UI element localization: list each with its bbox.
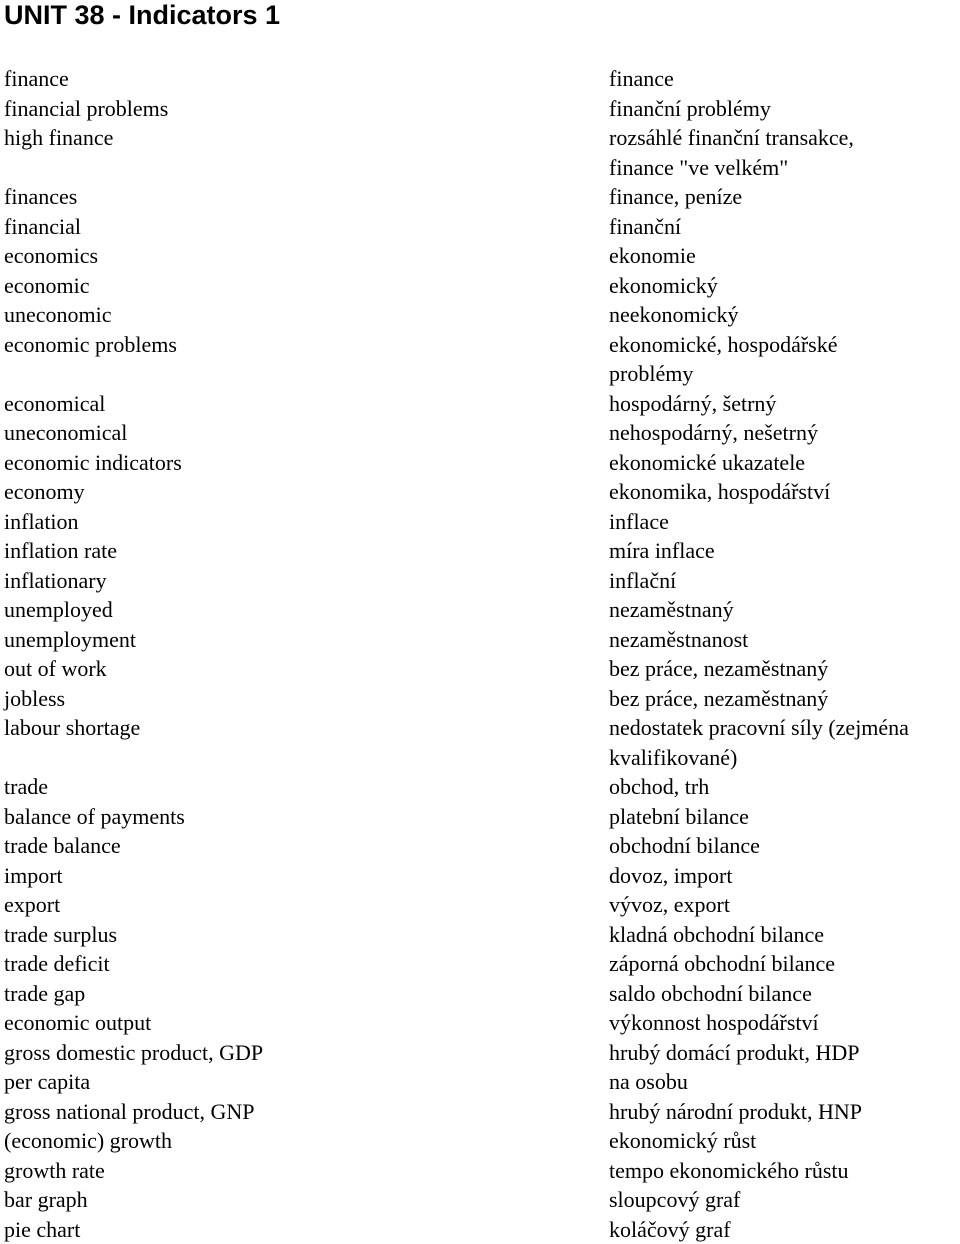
english-term: (economic) growth <box>4 1126 564 1156</box>
english-term: economical <box>4 389 564 419</box>
english-term: inflation rate <box>4 536 564 566</box>
czech-translation: nedostatek pracovní síly (zejména <box>609 713 960 743</box>
czech-translation: finanční problémy <box>609 94 960 124</box>
czech-translation: záporná obchodní bilance <box>609 949 960 979</box>
czech-translation: nezaměstnanost <box>609 625 960 655</box>
english-term: import <box>4 861 564 891</box>
english-term: unemployment <box>4 625 564 655</box>
english-term-list <box>4 64 564 1244</box>
czech-translation: obchod, trh <box>609 772 960 802</box>
english-term: trade surplus <box>4 920 564 950</box>
english-term: per capita <box>4 1067 564 1097</box>
english-term: bar graph <box>4 1185 564 1215</box>
english-term: financial problems <box>4 94 564 124</box>
english-term: trade balance <box>4 831 564 861</box>
czech-translation: kvalifikované) <box>609 743 960 773</box>
czech-translation: tempo ekonomického růstu <box>609 1156 960 1186</box>
czech-translation: na osobu <box>609 1067 960 1097</box>
english-term: economy <box>4 477 564 507</box>
english-term: financial <box>4 212 564 242</box>
czech-translation: inflace <box>609 507 960 537</box>
czech-translation: ekonomický <box>609 271 960 301</box>
czech-translation: finanční <box>609 212 960 242</box>
czech-translation: dovoz, import <box>609 861 960 891</box>
czech-translation: neekonomický <box>609 300 960 330</box>
english-term: jobless <box>4 684 564 714</box>
czech-translation: rozsáhlé finanční transakce, <box>609 123 960 153</box>
english-term: finances <box>4 182 564 212</box>
english-term: uneconomic <box>4 300 564 330</box>
czech-translation: kladná obchodní bilance <box>609 920 960 950</box>
english-term: growth rate <box>4 1156 564 1186</box>
czech-translation: saldo obchodní bilance <box>609 979 960 1009</box>
czech-translation: obchodní bilance <box>609 831 960 861</box>
english-term <box>4 153 564 183</box>
english-term: gross national product, GNP <box>4 1097 564 1127</box>
english-term: high finance <box>4 123 564 153</box>
czech-translation: výkonnost hospodářství <box>609 1008 960 1038</box>
english-term: economic problems <box>4 330 564 360</box>
english-term: economic <box>4 271 564 301</box>
czech-translation: ekonomický růst <box>609 1126 960 1156</box>
czech-translation: bez práce, nezaměstnaný <box>609 684 960 714</box>
page-title: UNIT 38 - Indicators 1 <box>4 0 280 32</box>
czech-translation: ekonomie <box>609 241 960 271</box>
english-term: export <box>4 890 564 920</box>
czech-translation: finance, peníze <box>609 182 960 212</box>
english-term: inflationary <box>4 566 564 596</box>
english-term: pie chart <box>4 1215 564 1244</box>
czech-translation: nezaměstnaný <box>609 595 960 625</box>
english-term <box>4 359 564 389</box>
english-term: finance <box>4 64 564 94</box>
english-term: trade <box>4 772 564 802</box>
czech-translation: problémy <box>609 359 960 389</box>
english-term: economic output <box>4 1008 564 1038</box>
czech-translation: hospodárný, šetrný <box>609 389 960 419</box>
czech-translation: platební bilance <box>609 802 960 832</box>
czech-translation: hrubý domácí produkt, HDP <box>609 1038 960 1068</box>
english-term: trade gap <box>4 979 564 1009</box>
english-term: economic indicators <box>4 448 564 478</box>
czech-translation: ekonomika, hospodářství <box>609 477 960 507</box>
czech-translation: hrubý národní produkt, HNP <box>609 1097 960 1127</box>
english-term: labour shortage <box>4 713 564 743</box>
czech-translation: inflační <box>609 566 960 596</box>
english-term: inflation <box>4 507 564 537</box>
czech-translation: bez práce, nezaměstnaný <box>609 654 960 684</box>
english-term: economics <box>4 241 564 271</box>
english-term: gross domestic product, GDP <box>4 1038 564 1068</box>
english-term <box>4 743 564 773</box>
czech-translation: ekonomické ukazatele <box>609 448 960 478</box>
czech-translation: míra inflace <box>609 536 960 566</box>
czech-translation: nehospodárný, nešetrný <box>609 418 960 448</box>
czech-translation: ekonomické, hospodářské <box>609 330 960 360</box>
english-term: unemployed <box>4 595 564 625</box>
czech-translation-list <box>609 64 960 1244</box>
czech-translation: vývoz, export <box>609 890 960 920</box>
english-term: out of work <box>4 654 564 684</box>
czech-translation: finance "ve velkém" <box>609 153 960 183</box>
english-term: balance of payments <box>4 802 564 832</box>
english-term: trade deficit <box>4 949 564 979</box>
czech-translation: koláčový graf <box>609 1215 960 1244</box>
czech-translation: finance <box>609 64 960 94</box>
czech-translation: sloupcový graf <box>609 1185 960 1215</box>
english-term: uneconomical <box>4 418 564 448</box>
